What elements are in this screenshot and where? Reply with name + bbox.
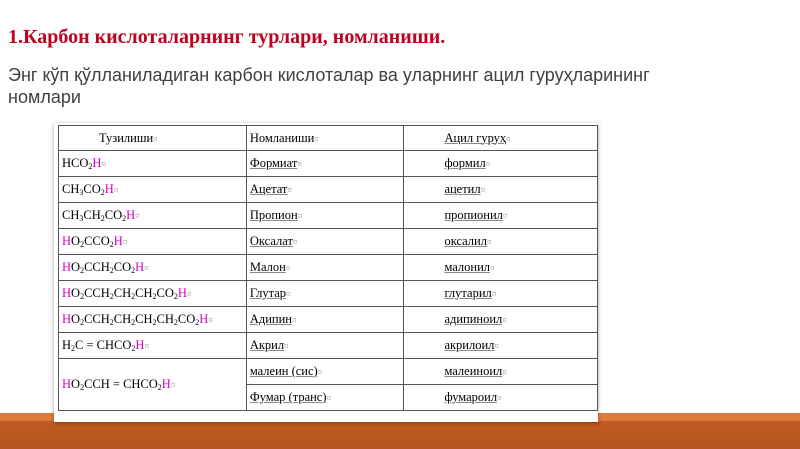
cell-name: Адипин¤ bbox=[246, 307, 404, 333]
formula: $HO_2CCH_2CH_2CH_2CH_2CO_2H¤$ bbox=[62, 312, 213, 327]
cell-acyl-group: малеиноил¤ bbox=[404, 359, 598, 385]
cell-name: Оксалат¤ bbox=[246, 229, 404, 255]
cell-structure bbox=[59, 359, 247, 411]
cell-name: Глутар¤ bbox=[246, 281, 404, 307]
formula: $H_2C$ = $CHCO_2H¤$ bbox=[62, 338, 149, 353]
cell-name: Фумар (транс)¤ bbox=[246, 385, 404, 411]
formula: $HO_2CCO_2H¤$ bbox=[62, 234, 128, 249]
cell-structure bbox=[59, 307, 247, 333]
cell-acyl-group: акрилоил¤ bbox=[404, 333, 598, 359]
cell-structure bbox=[59, 229, 247, 255]
table-row bbox=[59, 333, 598, 359]
slide-subtitle: Энг кўп қўлланиладиган карбон кислоталар ва уларнинг ацил гуруҳларининг номлари bbox=[8, 65, 650, 107]
table-row bbox=[59, 151, 598, 177]
cell-structure bbox=[59, 281, 247, 307]
cell-name: Формиат¤ bbox=[246, 151, 404, 177]
slide-title: 1.Карбон кислоталарнинг турлари, номланиши. bbox=[8, 26, 446, 48]
cell-name: Пропион¤ bbox=[246, 203, 404, 229]
header-acyl-group: Ацил гуруҳ¤ bbox=[404, 126, 598, 151]
cell-structure bbox=[59, 151, 247, 177]
cell-acyl-group: оксалил¤ bbox=[404, 229, 598, 255]
table-row bbox=[59, 255, 598, 281]
table-image bbox=[54, 123, 598, 422]
carboxylic-acids-table bbox=[58, 125, 598, 411]
cell-structure bbox=[59, 333, 247, 359]
cell-acyl-group: глутарил¤ bbox=[404, 281, 598, 307]
cell-structure bbox=[59, 255, 247, 281]
cell-name: Акрил¤ bbox=[246, 333, 404, 359]
cell-acyl-group: фумароил¤ bbox=[404, 385, 598, 411]
cell-acyl-group: ацетил¤ bbox=[404, 177, 598, 203]
cell-structure bbox=[59, 177, 247, 203]
header-structure: Тузилиши¤ bbox=[59, 126, 247, 151]
cell-name: Малон¤ bbox=[246, 255, 404, 281]
table-row bbox=[59, 359, 598, 385]
table-row bbox=[59, 177, 598, 203]
header-name: Номланиши¤ bbox=[246, 126, 404, 151]
cell-acyl-group: малонил¤ bbox=[404, 255, 598, 281]
table-row bbox=[59, 229, 598, 255]
formula: $HO_2CCH_2CH_2CH_2CO_2H¤$ bbox=[62, 286, 192, 301]
formula: $HO_2CCH_2CO_2H¤$ bbox=[62, 260, 149, 275]
formula: $HCO_2H¤$ bbox=[62, 156, 106, 171]
table-row bbox=[59, 281, 598, 307]
cell-acyl-group: адипиноил¤ bbox=[404, 307, 598, 333]
cell-acyl-group: пропионил¤ bbox=[404, 203, 598, 229]
cell-acyl-group: формил¤ bbox=[404, 151, 598, 177]
table-row bbox=[59, 203, 598, 229]
table-header-row bbox=[59, 126, 598, 151]
formula: $CH_3CO_2H¤$ bbox=[62, 182, 119, 197]
formula: $HO_2CCH$ = $CHCO_2H¤$ bbox=[62, 377, 176, 392]
cell-structure bbox=[59, 203, 247, 229]
formula: $CH_3CH_2CO_2H¤$ bbox=[62, 208, 140, 223]
cell-name: малеин (сис)¤ bbox=[246, 359, 404, 385]
table-row bbox=[59, 307, 598, 333]
cell-name: Ацетат¤ bbox=[246, 177, 404, 203]
